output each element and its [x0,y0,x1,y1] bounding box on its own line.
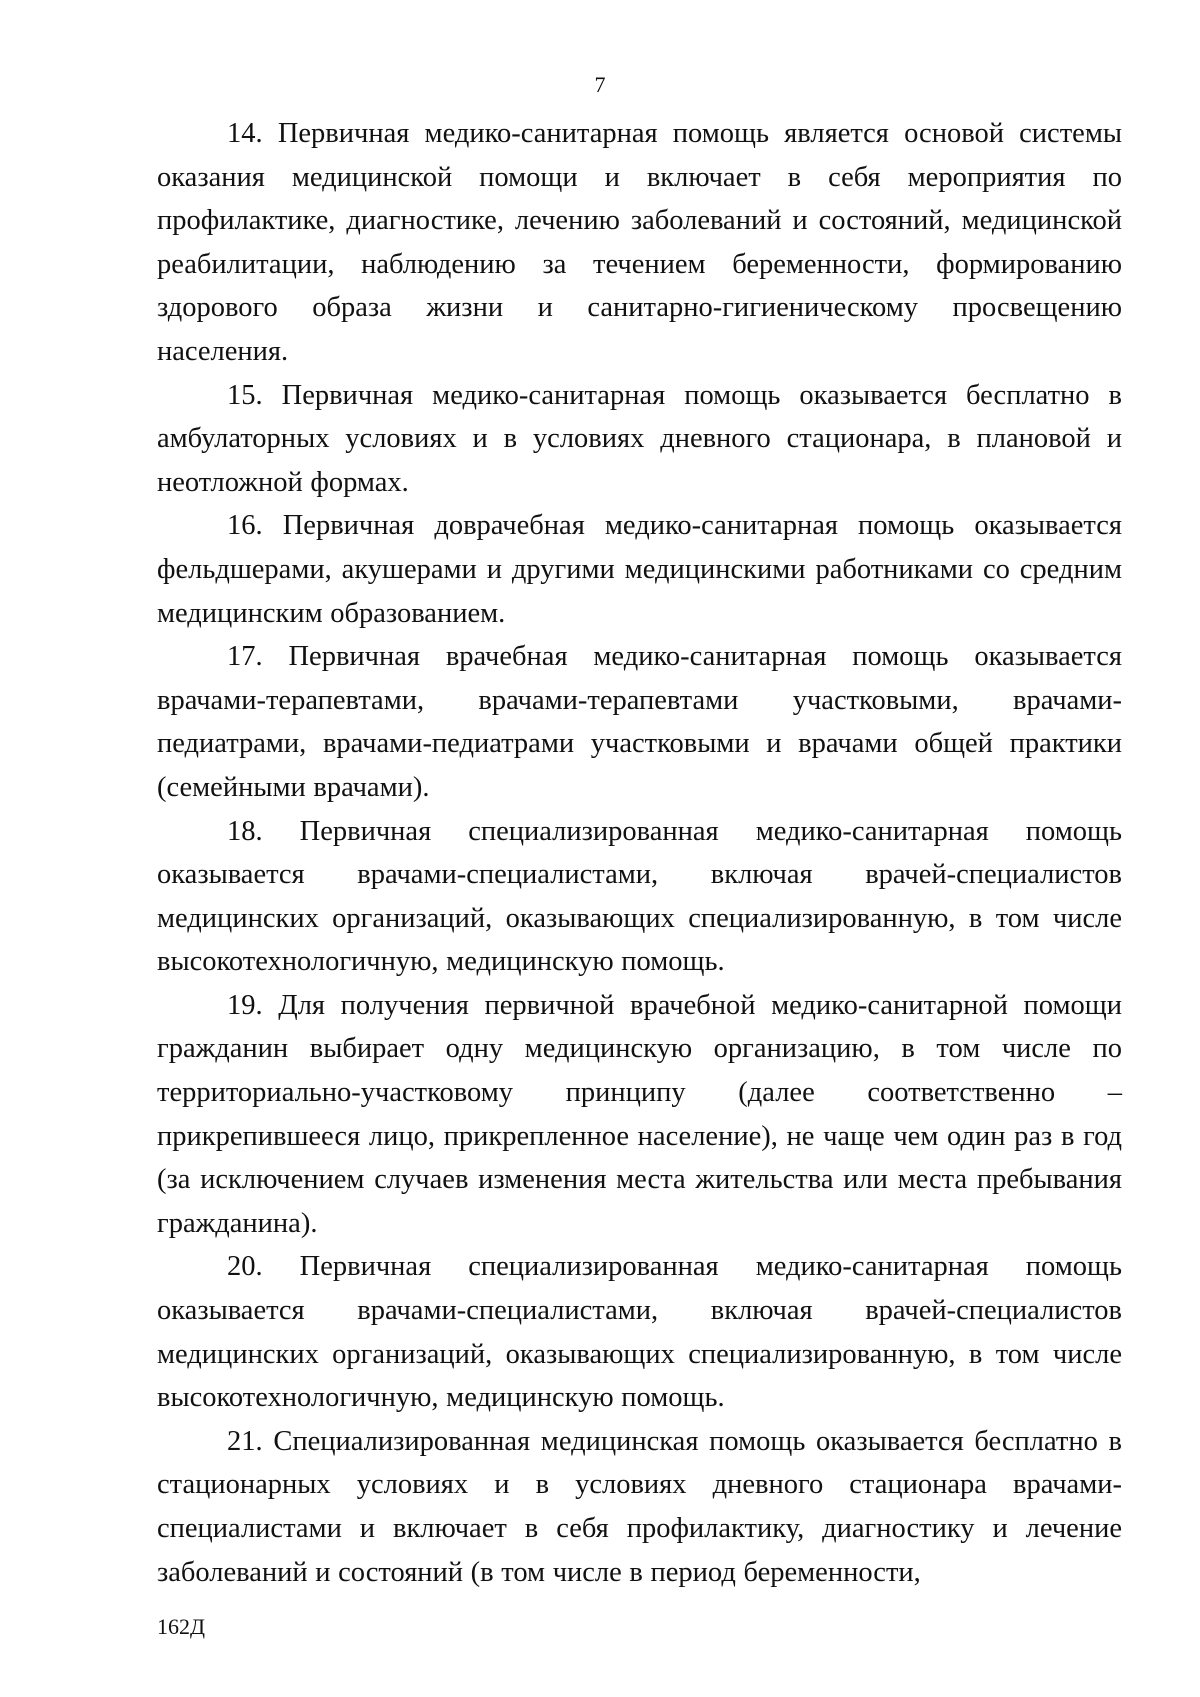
paragraph-21: 21. Специализированная медицинская помощь оказывается бесплатно в стационарных условиях и в условиях дневного стационара врачами-специалистами и включает в себя профилактику, диагностику и лечение заболеваний и состояний (в том числе в период беременности, [157,1425,1122,1588]
paragraph-15: 15. Первичная медико-санитарная помощь оказывается бесплатно в амбулаторных условиях и в условиях дневного стационара, в плановой и неотложной формах. [157,379,1122,498]
paragraph-17: 17. Первичная врачебная медико-санитарная помощь оказывается врачами-терапевтами, врачами-терапевтами участковыми, врачами-педиатрами, врачами-педиатрами участковыми и врачами общей практики (семейными врачами). [157,641,1122,803]
paragraph-14: 14. Первичная медико-санитарная помощь является основой системы оказания медицинской помощи и включает в себя мероприятия по профилактике, диагностике, лечению заболеваний и состояний, медицинской реабилитации, наблюдению за течением беременности, формированию здорового образа жизни и санитарно-гигиеническому просвещению населения. [157,118,1122,367]
paragraph-19: 19. Для получения первичной врачебной медико-санитарной помощи гражданин выбирает одну медицинскую организацию, в том числе по территориально-участковому принципу (далее соответственно – прикрепившееся лицо, прикрепленное население), не чаще чем один раз в год (за исключением случаев изменения места жительства или места пребывания гражданина). [157,989,1122,1239]
paragraph-18: 18. Первичная специализированная медико-санитарная помощь оказывается врачами-специалистами, включая врачей-специалистов медицинских организаций, оказывающих специализированную, в том числе высокотехнологичную, медицинскую помощь. [157,815,1122,978]
page-number: 7 [594,72,606,97]
document-code: 162Д [157,1614,206,1639]
paragraph-16: 16. Первичная доврачебная медико-санитарная помощь оказывается фельдшерами, акушерами и другими медицинскими работниками со средним медицинским образованием. [157,510,1122,629]
paragraph-20: 20. Первичная специализированная медико-санитарная помощь оказывается врачами-специалистами, включая врачей-специалистов медицинских организаций, оказывающих специализированную, в том числе высокотехнологичную, медицинскую помощь. [157,1251,1122,1414]
document-body [157,112,1122,1594]
